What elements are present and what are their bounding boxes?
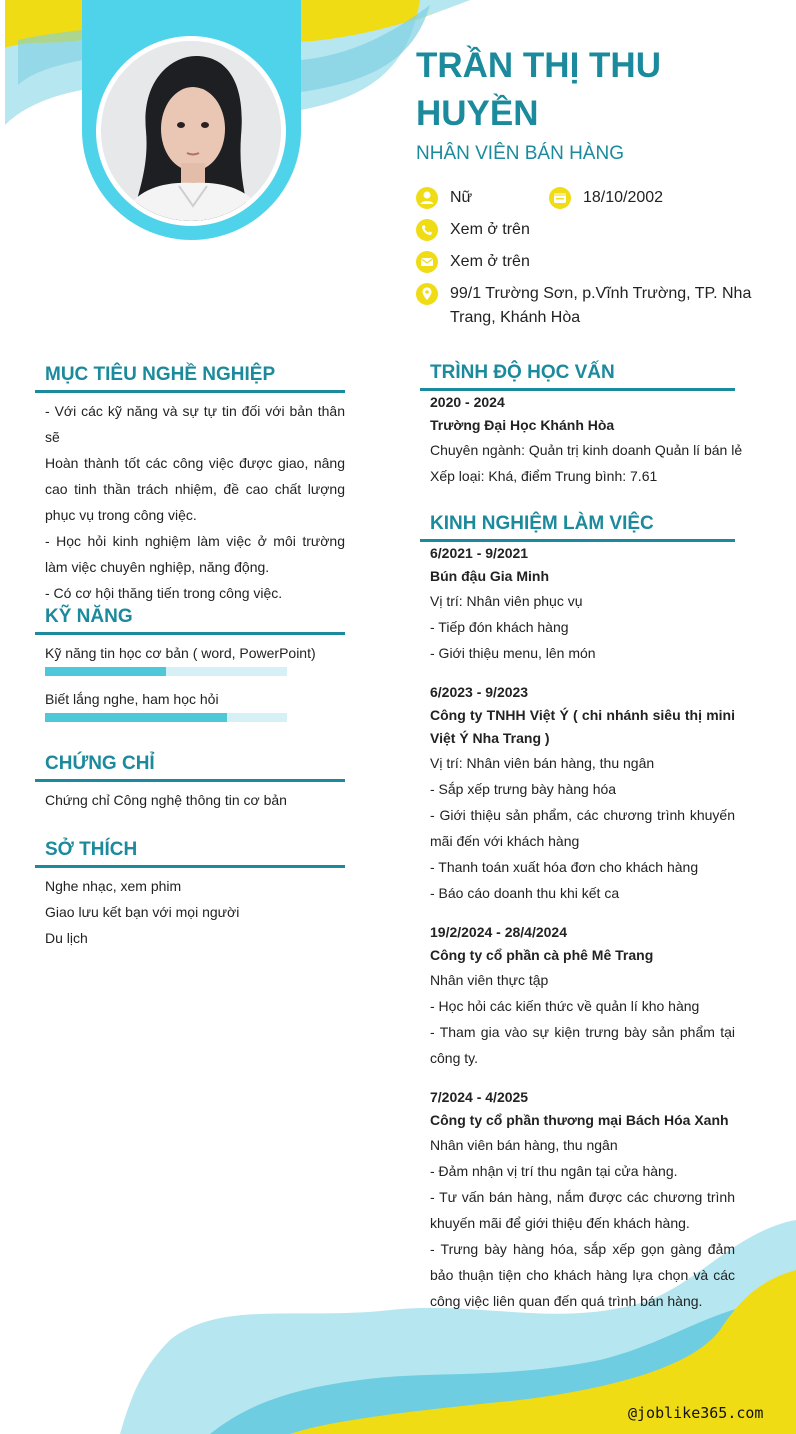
experience-heading: KINH NGHIỆM LÀM VIỆC [420, 510, 735, 542]
job-detail: Nhân viên bán hàng, thu ngân [430, 1137, 618, 1153]
job-detail: - Tư vấn bán hàng, nắm được các chương trình [430, 1189, 735, 1205]
education-grade: Xếp loại: Khá, điểm Trung bình: 7.61 [430, 468, 658, 484]
email-icon [416, 251, 438, 273]
hobbies-heading: SỞ THÍCH [35, 836, 345, 868]
job-company: Công ty cổ phần thương mại Bách Hóa Xanh [430, 1112, 729, 1128]
phone-icon [416, 219, 438, 241]
job-detail: mãi đến với khách hàng [430, 833, 580, 849]
location-icon [416, 283, 438, 305]
email-value: Xem ở trên [450, 253, 530, 270]
user-icon [416, 187, 438, 209]
job-detail: công việc liên quan đến quá trình bán hàng. [430, 1293, 703, 1309]
objective-line: - Học hỏi kinh nghiệm làm việc ở môi trường [45, 533, 345, 549]
job-detail: - Thanh toán xuất hóa đơn cho khách hàng [430, 859, 699, 875]
job-detail: Vị trí: Nhân viên phục vụ [430, 593, 583, 609]
job-company: Công ty cổ phần cà phê Mê Trang [430, 947, 654, 963]
job-company: Bún đậu Gia Minh [430, 568, 549, 584]
job-period: 19/2/2024 - 28/4/2024 [430, 924, 568, 940]
job-detail: - Đảm nhận vị trí thu ngân tại cửa hàng. [430, 1163, 678, 1179]
candidate-name: TRẦN THỊ THU HUYỀN [416, 46, 661, 133]
hobby-item: Du lịch [45, 930, 88, 946]
job-detail: bảo thuận tiện cho khách hàng lựa chọn và các [430, 1267, 735, 1283]
hobby-item: Giao lưu kết bạn với mọi người [45, 904, 240, 920]
job-period: 6/2023 - 9/2023 [430, 684, 529, 700]
job-detail: - Trưng bày hàng hóa, sắp xếp gọn gàng đảm [430, 1241, 735, 1257]
job-company: Công ty TNHH Việt Ý ( chi nhánh siêu thị mini [430, 707, 735, 723]
job-period: 7/2024 - 4/2025 [430, 1089, 529, 1105]
profile-photo [101, 41, 281, 221]
job-detail: - Giới thiệu menu, lên món [430, 645, 596, 661]
objective-line: Hoàn thành tốt các công việc được giao, nâng [45, 455, 345, 471]
phone-value: Xem ở trên [450, 221, 530, 238]
address-line-1: 99/1 Trường Sơn, p.Vĩnh Trường, TP. Nha [450, 285, 752, 302]
education-period: 2020 - 2024 [430, 394, 505, 410]
birthdate-value: 18/10/2002 [583, 189, 664, 206]
job-detail: - Tham gia vào sự kiện trưng bày sản phẩm tại [430, 1024, 735, 1040]
certificates-heading: CHỨNG CHỈ [35, 750, 345, 782]
skill-label: Biết lắng nghe, ham học hỏi [45, 691, 219, 707]
job-detail: - Học hỏi các kiến thức về quản lí kho hàng [430, 998, 700, 1014]
calendar-icon [549, 187, 571, 209]
job-period: 6/2021 - 9/2021 [430, 545, 529, 561]
education-major: Chuyên ngành: Quản trị kinh doanh Quản lí bán lẻ [430, 442, 743, 458]
objective-heading: MỤC TIÊU NGHỀ NGHIỆP [35, 361, 345, 393]
education-school: Trường Đại Học Khánh Hòa [430, 417, 615, 433]
objective-line: - Có cơ hội thăng tiến trong công việc. [45, 585, 283, 601]
job-detail: - Sắp xếp trưng bày hàng hóa [430, 781, 617, 797]
job-detail: công ty. [430, 1050, 478, 1066]
job-detail: - Báo cáo doanh thu khi kết ca [430, 885, 620, 901]
job-detail: - Tiếp đón khách hàng [430, 619, 569, 635]
certificate-item: Chứng chỉ Công nghệ thông tin cơ bản [45, 792, 287, 808]
job-detail: - Giới thiệu sản phẩm, các chương trình khuyến [430, 807, 735, 823]
job-title: NHÂN VIÊN BÁN HÀNG [416, 143, 624, 164]
objective-text [45, 398, 345, 606]
watermark: @joblike365.com [628, 1404, 764, 1422]
job-company: Việt Ý Nha Trang ) [430, 730, 550, 746]
objective-line: phục vụ trong công việc. [45, 507, 197, 523]
objective-line: - Với các kỹ năng và sự tự tin đối với bản thân sẽ [45, 403, 345, 445]
objective-line: cao tinh thần trách nhiệm, đề cao chất lượng [45, 481, 345, 497]
gender-value: Nữ [450, 189, 473, 206]
skill-label: Kỹ năng tin học cơ bản ( word, PowerPoint) [45, 645, 316, 661]
job-detail: Vị trí: Nhân viên bán hàng, thu ngân [430, 755, 655, 771]
address-line-2: Trang, Khánh Hòa [450, 309, 581, 326]
skill-bar [45, 667, 287, 676]
skill-bar [45, 713, 287, 722]
skills-heading: KỸ NĂNG [35, 603, 345, 635]
job-detail: khuyến mãi để giới thiệu đến khách hàng. [430, 1215, 690, 1231]
hobby-item: Nghe nhạc, xem phim [45, 878, 182, 894]
job-detail: Nhân viên thực tập [430, 972, 549, 988]
objective-line: làm việc chuyên nghiệp, năng động. [45, 559, 270, 575]
skill-bar-fill [45, 667, 166, 676]
education-heading: TRÌNH ĐỘ HỌC VẤN [420, 359, 735, 391]
skill-bar-fill [45, 713, 227, 722]
